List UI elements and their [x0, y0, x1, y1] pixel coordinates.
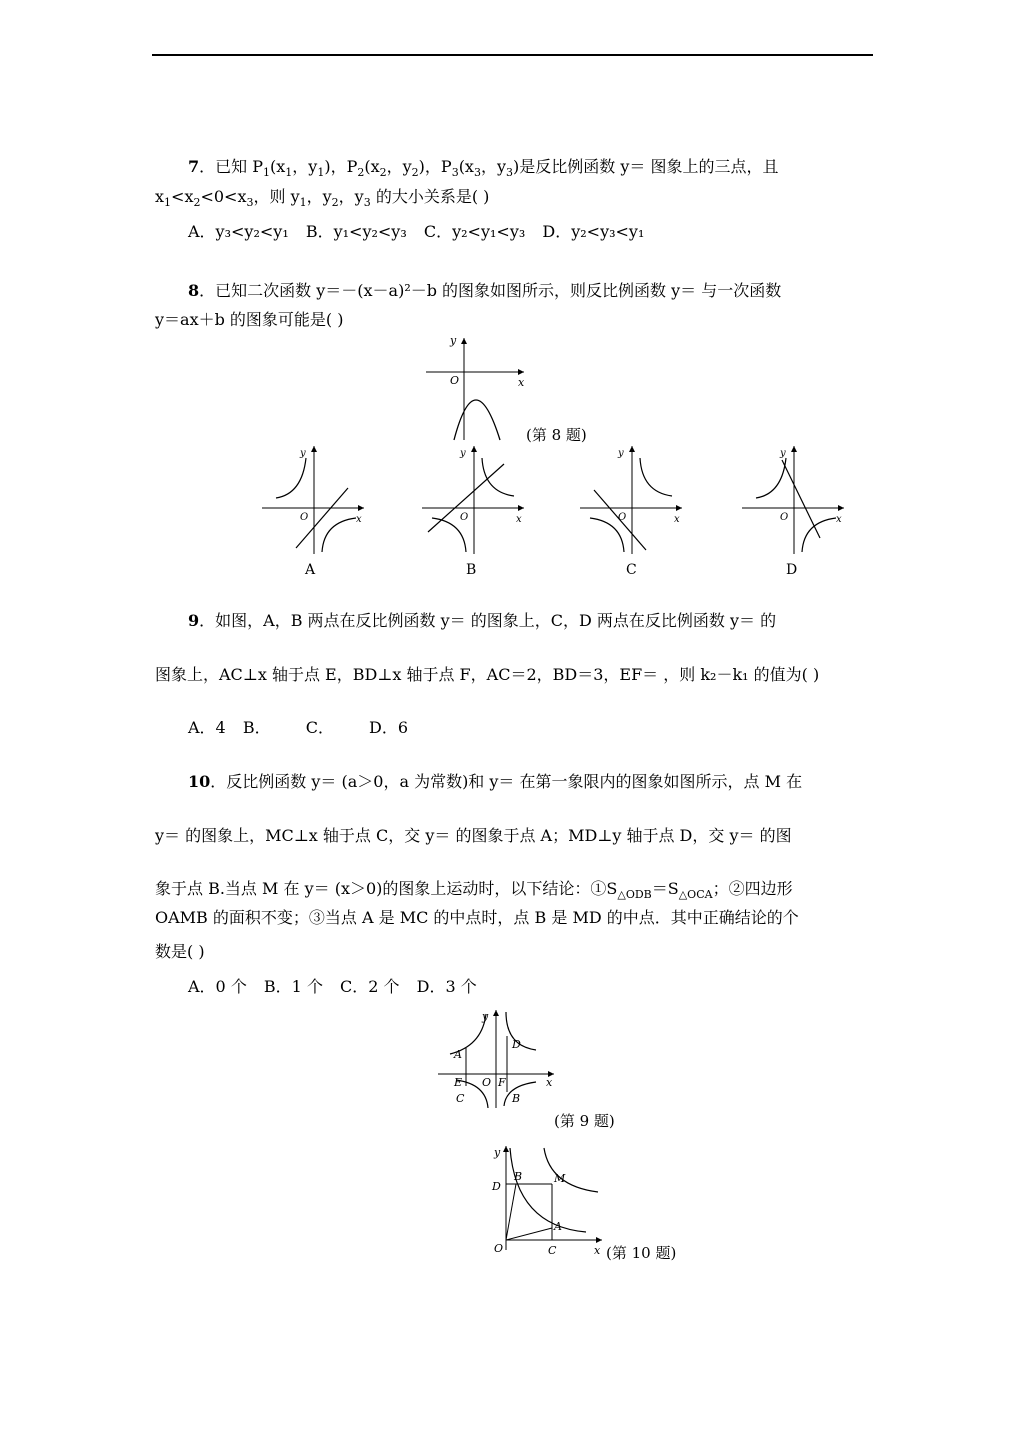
- q10-option-d: D．3 个: [416, 977, 477, 996]
- q7-option-c: C．y₂<y₁<y₃: [423, 222, 526, 241]
- q8-line1: 8．已知二次函数 y＝－(x－a)²－b 的图象如图所示，则反比例函数 y＝ 与一次函数: [188, 281, 782, 300]
- svg-text:O: O: [618, 512, 627, 523]
- q10-line5: 数是( ): [155, 942, 205, 961]
- q9-options: [188, 718, 408, 738]
- svg-text:B: B: [514, 1170, 523, 1183]
- q8-option-c-label: C: [626, 562, 637, 578]
- q10-line3: 象于点 B.当点 M 在 y＝ (x＞0)的图象上运动时，以下结论：$①S_{\triangle ODB}=S_{\triangle OCA}$；②四边形: [155, 879, 793, 902]
- q8-option-d-graph: [738, 442, 848, 557]
- q10-option-b: B．1 个: [263, 977, 323, 996]
- q10-option-a: A．0 个: [188, 977, 247, 996]
- q10-line2: y＝ 的图象上，MC⊥x 轴于点 C，交 y＝ 的图象于点 A；MD⊥y 轴于点 D，交 y＝ 的图: [155, 826, 792, 845]
- svg-text:C: C: [456, 1092, 465, 1105]
- svg-text:x: x: [546, 1076, 553, 1089]
- axis-x-label: x: [518, 376, 525, 389]
- svg-text:y: y: [482, 1010, 489, 1023]
- svg-text:C: C: [548, 1244, 557, 1257]
- q9-caption: (第 9 题): [554, 1112, 615, 1130]
- q8-line2: y＝ax＋b 的图象可能是( ): [155, 310, 344, 329]
- svg-text:x: x: [516, 514, 522, 525]
- svg-text:E: E: [454, 1076, 463, 1089]
- svg-text:O: O: [494, 1242, 504, 1255]
- origin-label: O: [450, 374, 460, 387]
- q8-parabola-figure: [420, 332, 530, 442]
- q7-option-d: D．y₂<y₃<y₁: [542, 222, 645, 241]
- q8-option-a-label: A: [305, 562, 316, 578]
- q8-option-b-label: B: [466, 562, 477, 578]
- q7-option-b: B．y₁<y₂<y₃: [305, 222, 407, 241]
- q10-figure: [486, 1142, 610, 1258]
- svg-text:y: y: [494, 1146, 501, 1159]
- q7-line2: $x_1<x_2<0<x_3$，则 $y_1$，$y_2$，$y_3$ 的大小关系是( ): [155, 187, 490, 210]
- header-rule: [152, 54, 873, 56]
- svg-text:x: x: [594, 1244, 601, 1257]
- svg-text:D: D: [492, 1180, 501, 1193]
- svg-text:D: D: [512, 1038, 521, 1051]
- q9-option-c: C．: [305, 718, 334, 737]
- q9-line1: 9．如图，A，B 两点在反比例函数 y＝ 的图象上，C，D 两点在反比例函数 y＝ 的: [188, 611, 777, 630]
- svg-text:x: x: [674, 514, 680, 525]
- svg-text:O: O: [482, 1076, 492, 1089]
- svg-text:O: O: [300, 512, 309, 523]
- q9-option-a: A．4: [188, 718, 226, 737]
- q8-option-c-graph: [576, 442, 686, 557]
- q9-line2: 图象上，AC⊥x 轴于点 E，BD⊥x 轴于点 F，AC＝2，BD＝3，EF＝ ，则 k₂－k₁ 的值为( ): [155, 665, 820, 684]
- svg-text:A: A: [554, 1220, 562, 1233]
- svg-text:y: y: [300, 448, 306, 459]
- svg-text:y: y: [618, 448, 624, 459]
- q10-caption: (第 10 题): [606, 1244, 677, 1262]
- q8-option-d-label: D: [786, 562, 798, 578]
- svg-text:B: B: [512, 1092, 521, 1105]
- q9-option-b: B．: [242, 718, 271, 737]
- q8-caption: (第 8 题): [526, 426, 587, 444]
- q10-line1: 10．反比例函数 y＝ (a＞0，a 为常数)和 y＝ 在第一象限内的图象如图所示，点 M 在: [188, 772, 803, 791]
- svg-text:y: y: [780, 448, 786, 459]
- q8-option-a-graph: [258, 442, 368, 557]
- svg-text:A: A: [454, 1048, 462, 1061]
- svg-text:F: F: [498, 1076, 506, 1089]
- q7-option-a: A．y₃<y₂<y₁: [188, 222, 289, 241]
- svg-text:y: y: [460, 448, 466, 459]
- q9-figure: [436, 1006, 560, 1110]
- q8-option-b-graph: [418, 442, 528, 557]
- svg-text:O: O: [460, 512, 469, 523]
- q9-option-d: D．6: [369, 718, 409, 737]
- q10-line4: OAMB 的面积不变；③当点 A 是 MC 的中点时，点 B 是 MD 的中点．其中正确结论的个: [155, 908, 799, 927]
- q10-options: [188, 977, 477, 997]
- svg-text:x: x: [836, 514, 842, 525]
- q10-option-c: C．2 个: [340, 977, 400, 996]
- q7-options: [188, 222, 644, 242]
- svg-text:O: O: [780, 512, 789, 523]
- svg-text:x: x: [356, 514, 362, 525]
- svg-text:M: M: [554, 1172, 566, 1185]
- q7-line1: 7．已知 $P_1(x_1$，$y_1$)，$P_2(x_2$，$y_2$)，$P_3(x_3$，$y_3$)是反比例函数 y＝ 图象上的三点，且: [188, 157, 779, 180]
- axis-y-label: y: [450, 334, 457, 347]
